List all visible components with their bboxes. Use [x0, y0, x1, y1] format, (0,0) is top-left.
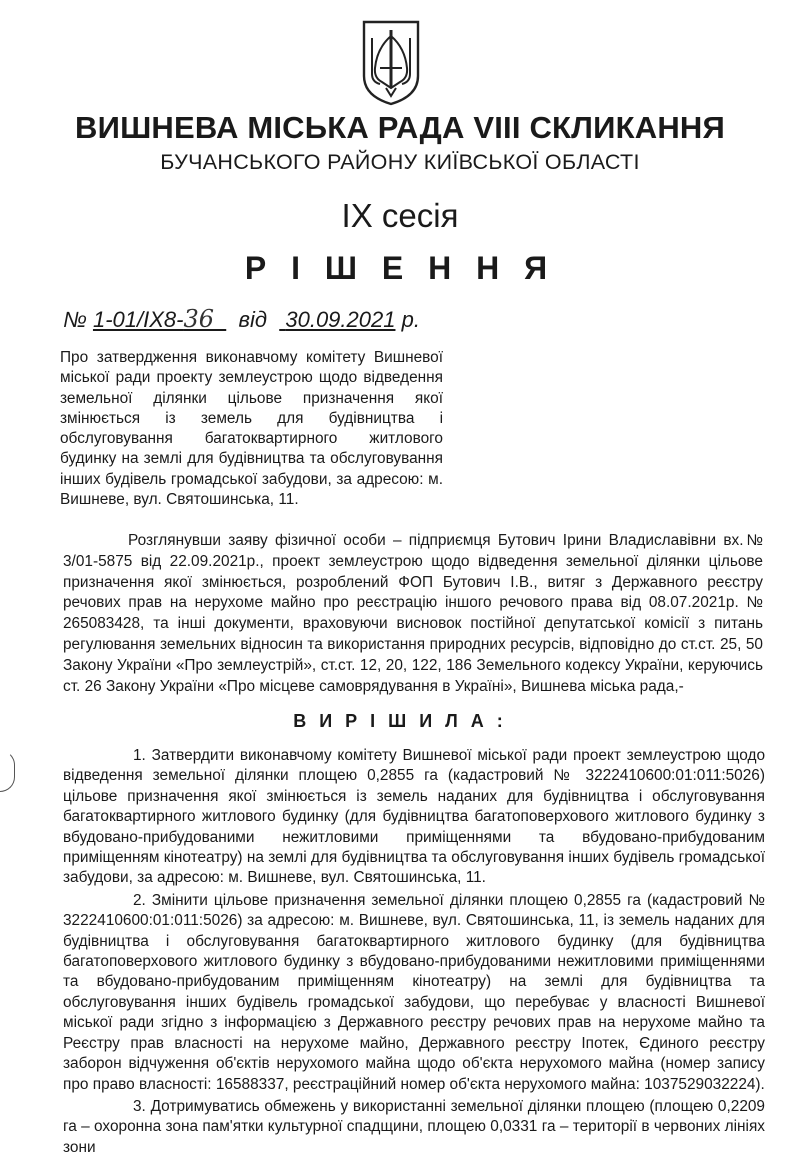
- preamble-paragraph: Розглянувши заяву фізичної особи – підприємця Бутович Ірини Владиславівни вх.№ 3/01-5875 від 22.09.2021р., проект землеустрою щодо відведення земельної ділянки цільове призначення якої змінюється, розроблений ФОП Бутович І.В., витяг з Державного реєстру речових прав на нерухоме майно про реєстрацію іншого речового права від 08.07.2021р. № 265083428, та інші документи, враховуючи висновок постійної депутатської комісії з питань регулювання земельних відносин та використання природних ресурсів, відповідно до ст.ст. 25, 50 Закону України «Про землеустрій», ст.ст. 12, 20, 122, 186 Земельного кодексу України, керуючись ст. 26 Закону України «Про місцеве самоврядування в Україні», Вишнева міська рада,-: [63, 532, 763, 695]
- decision-subject: Про затвердження виконавчому комітету Вишневої міської ради проекту землеустрою щодо відведення земельної ділянки цільове призначення якої змінюється із земель для будівництва і обслуговування багатоквартирного житлового будинку на землі для будівництва та обслуговування інших будівель громадської забудови, за адресою: м. Вишневе, вул. Святошинська, 11.: [60, 349, 443, 509]
- date-from-label: від: [238, 307, 267, 332]
- resolved-heading: В И Р І Ш И Л А :: [293, 711, 507, 731]
- document-type: Р І Ш Е Н Н Я: [244, 250, 556, 286]
- decision-item-2: 2. Змінити цільове призначення земельної ділянки площею 0,2855 га (кадастровий № 3222410600:01:011:5026) за адресою: м. Вишневе, вул. Святошинська, 11, із земель наданих для будівництва і обслуговування багатоквартирного житлового будинку (для будівництва багатоповерхового житлового будинку з вбудовано-прибудованими нежитловими приміщеннями та вбудовано-прибудованим приміщенням кінотеатру) на землі для будівництва та обслуговування інших будівель громадської забудови, що перебуває у власності Вишневої міської ради згідно з інформацією з Державного реєстру речових прав на нерухоме майно та Реєстру прав власності на нерухоме майно, Державного реєстру Іпотек, Єдиного реєстру заборон відчуження об'єктів нерухомого майна щодо об'єкта нерухомого майна (номер запису про право власності: 16588337, реєстраційний номер об'єкта нерухомого майна: 1037529032224).: [63, 891, 765, 1093]
- session-label: IX сесія: [341, 197, 459, 234]
- number-prefix: №: [63, 307, 87, 332]
- decision-item-3: 3. Дотримуватись обмежень у використанні земельної ділянки площею (площею 0,2209 га – охоронна зона пам'ятки культурної спадщини, площею 0,0331 га – території в червоних лініях зони: [63, 1097, 765, 1156]
- year-suffix: р.: [401, 307, 420, 332]
- handwritten-number: 36: [183, 305, 214, 333]
- decision-items: [63, 746, 765, 1160]
- hole-punch-mark: [0, 750, 15, 792]
- decision-item-1: 1. Затвердити виконавчому комітету Вишневої міської ради проект землеустрою щодо відведення земельної ділянки площею 0,2855 га (кадастровий № 3222410600:01:011:5026) цільове призначення якої змінюється із земель наданих для будівництва і обслуговування багатоквартирного житлового будинку (для будівництва багатоповерхового житлового будинку з вбудовано-прибудованими нежитловими приміщеннями та вбудовано-прибудованим приміщенням кінотеатру) на землі для будівництва та обслуговування інших будівель громадської забудови, за адресою: м. Вишневе, вул. Святошинська, 11.: [63, 747, 765, 887]
- council-title: ВИШНЕВА МІСЬКА РАДА VIII СКЛИКАННЯ: [75, 110, 725, 145]
- district-subtitle: БУЧАНСЬКОГО РАЙОНУ КИЇВСЬКОЇ ОБЛАСТІ: [160, 150, 640, 174]
- decision-number: [63, 305, 420, 333]
- coat-of-arms-icon: [360, 18, 422, 106]
- number-code: 1-01/IX8-36: [92, 305, 214, 333]
- decision-date: 30.09.2021: [285, 307, 396, 332]
